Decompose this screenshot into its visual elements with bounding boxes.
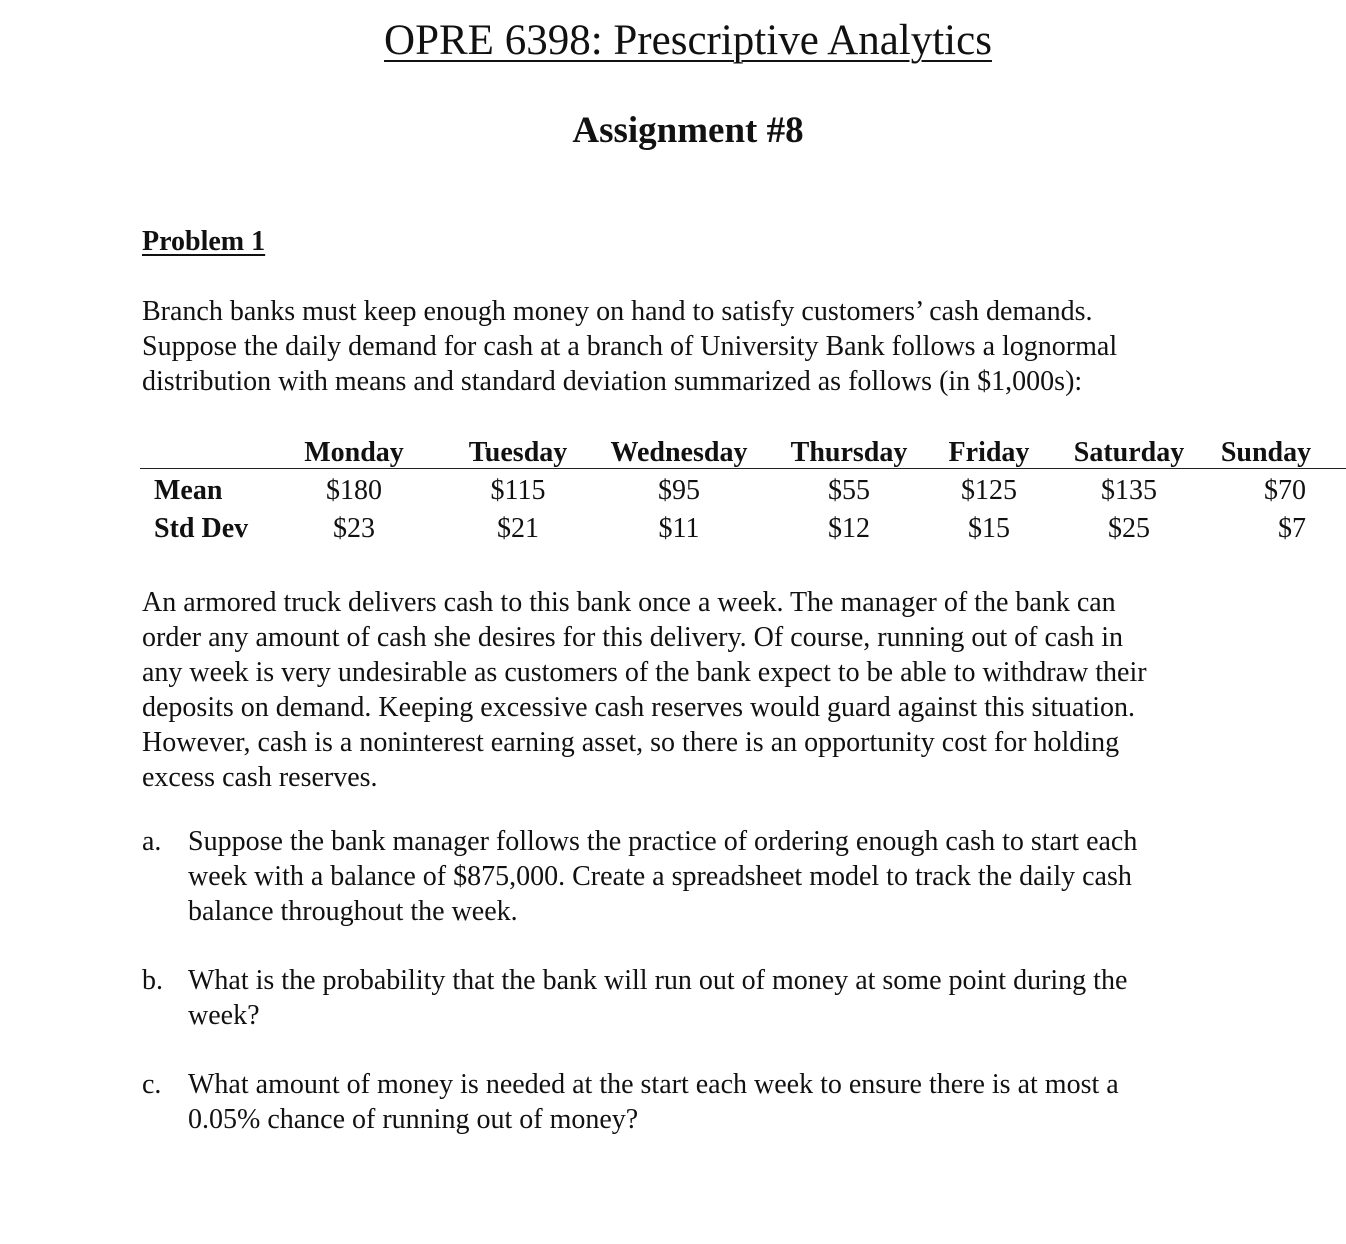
header-wednesday: Wednesday: [610, 437, 748, 468]
std-tuesday: $21: [497, 513, 539, 544]
text-line: distribution with means and standard deviation summarized as follows (in $1,000s):: [142, 366, 1083, 397]
std-monday: $23: [333, 513, 375, 544]
header-saturday: Saturday: [1073, 437, 1185, 468]
std-saturday: $25: [1108, 513, 1150, 544]
text-line: any week is very undesirable as customers of the bank expect to be able to withdraw their: [142, 657, 1147, 688]
text-line: What amount of money is needed at the start each week to ensure there is at most a: [188, 1069, 1119, 1100]
table-header-rule: [140, 468, 1346, 469]
intro-paragraph: [142, 294, 1117, 399]
header-sunday: Sunday: [1220, 437, 1312, 468]
truck-paragraph: [142, 585, 1147, 795]
header-tuesday: Tuesday: [468, 437, 568, 468]
text-line: Suppose the daily demand for cash at a branch of University Bank follows a lognormal: [142, 331, 1118, 362]
mean-sunday: $70: [1264, 475, 1306, 506]
std-thursday: $12: [828, 513, 870, 544]
mean-monday: $180: [326, 475, 382, 506]
text-line: week with a balance of $875,000. Create a spreadsheet model to track the daily cash: [188, 861, 1132, 892]
assignment-title: Assignment #8: [572, 110, 804, 151]
text-line: 0.05% chance of running out of money?: [188, 1104, 639, 1135]
mean-tuesday: $115: [490, 475, 546, 506]
mean-wednesday: $95: [658, 475, 700, 506]
text-line: balance throughout the week.: [188, 896, 518, 927]
text-line: excess cash reserves.: [142, 762, 378, 793]
mean-thursday: $55: [828, 475, 870, 506]
problem-heading: Problem 1: [142, 226, 266, 257]
question-marker: c.: [142, 1069, 162, 1100]
text-line: order any amount of cash she desires for this delivery. Of course, running out of cash in: [142, 622, 1124, 653]
row-label-mean: Mean: [154, 475, 223, 506]
std-sunday: $7: [1278, 513, 1306, 544]
question-marker: a.: [142, 826, 162, 857]
std-wednesday: $11: [658, 513, 700, 544]
mean-friday: $125: [961, 475, 1017, 506]
header-friday: Friday: [948, 437, 1030, 468]
course-title: OPRE 6398: Prescriptive Analytics: [384, 17, 992, 64]
text-line: Branch banks must keep enough money on hand to satisfy customers’ cash demands.: [142, 296, 1093, 327]
row-label-std-dev: Std Dev: [154, 513, 249, 544]
question-marker: b.: [142, 965, 163, 996]
text-line: deposits on demand. Keeping excessive cash reserves would guard against this situation.: [142, 692, 1135, 723]
header-monday: Monday: [304, 437, 404, 468]
mean-saturday: $135: [1101, 475, 1157, 506]
header-thursday: Thursday: [790, 437, 908, 468]
std-friday: $15: [968, 513, 1010, 544]
text-line: An armored truck delivers cash to this bank once a week. The manager of the bank can: [142, 587, 1116, 618]
text-line: Suppose the bank manager follows the practice of ordering enough cash to start each: [188, 826, 1138, 857]
text-line: However, cash is a noninterest earning asset, so there is an opportunity cost for holding: [142, 727, 1120, 758]
text-line: week?: [188, 1000, 260, 1031]
text-line: What is the probability that the bank will run out of money at some point during the: [188, 965, 1128, 996]
